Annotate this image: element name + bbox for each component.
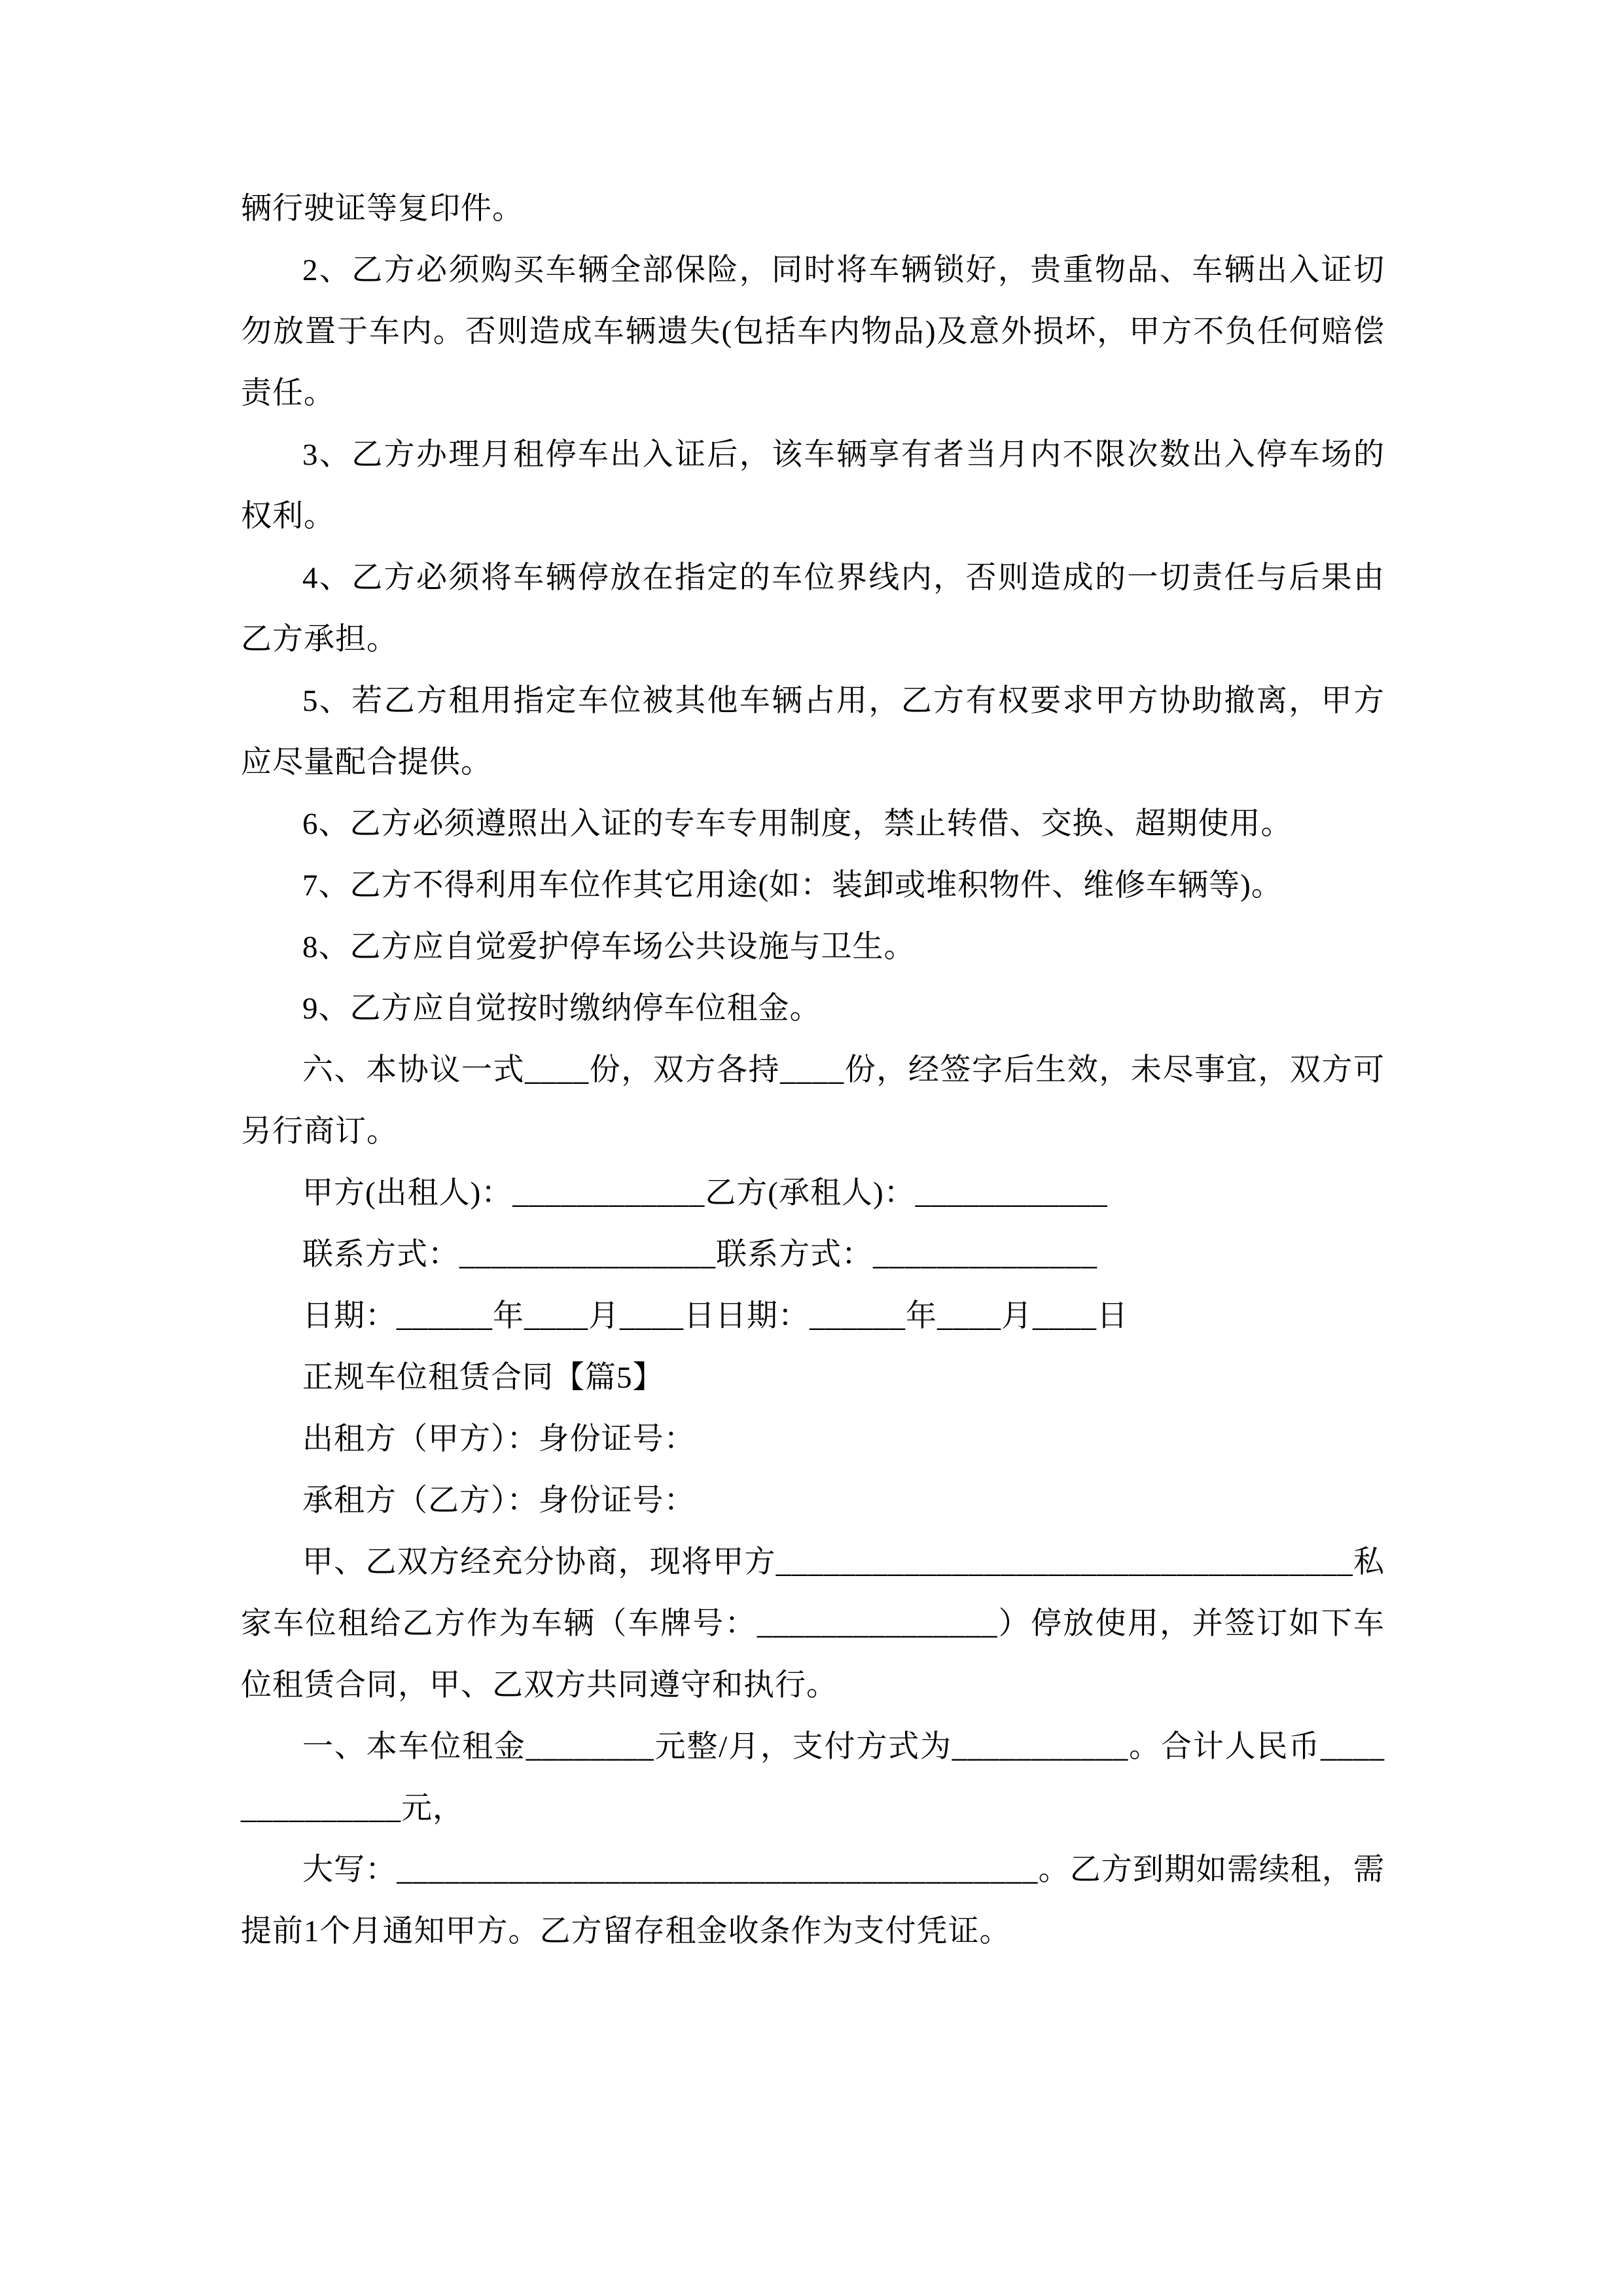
- paragraph: 9、乙方应自觉按时缴纳停车位租金。: [302, 992, 821, 1026]
- paragraph: 甲、乙双方经充分协商，现将甲方____________________________________私家车位租给乙方作为车辆（车牌号：_______________）停放使用，并签订如下车位租赁合同，甲、乙双方共同遵守和执行。: [241, 1545, 1385, 1702]
- paragraph: 日期：______年____月____日日期：______年____月____日: [302, 1299, 1128, 1333]
- paragraph: 大写：________________________________________。乙方到期如需续租，需提前1个月通知甲方。乙方留存租金收条作为支付凭证。: [241, 1853, 1385, 1948]
- paragraph: 6、乙方必须遵照出入证的专车专用制度，禁止转借、交换、超期使用。: [302, 807, 1293, 841]
- paragraph: 甲方(出租人)：____________乙方(承租人)：____________: [302, 1176, 1108, 1210]
- paragraph: 3、乙方办理月租停车出入证后，该车辆享有者当月内不限次数出入停车场的权利。: [241, 438, 1385, 533]
- paragraph: 辆行驶证等复印件。: [241, 192, 524, 226]
- paragraph: 8、乙方应自觉爱护停车场公共设施与卫生。: [302, 930, 916, 964]
- paragraph: 出租方（甲方）：身份证号：: [302, 1422, 696, 1456]
- paragraph: 正规车位租赁合同【篇5】: [302, 1361, 664, 1395]
- paragraph: 2、乙方必须购买车辆全部保险，同时将车辆锁好，贵重物品、车辆出入证切勿放置于车内。否则造成车辆遗失(包括车内物品)及意外损坏，甲方不负任何赔偿责任。: [241, 253, 1385, 410]
- paragraph: 4、乙方必须将车辆停放在指定的车位界线内，否则造成的一切责任与后果由乙方承担。: [241, 561, 1385, 656]
- paragraph: 联系方式：________________联系方式：______________: [302, 1238, 1097, 1272]
- paragraph: 六、本协议一式____份，双方各持____份，经签字后生效，未尽事宜，双方可另行商订。: [241, 1053, 1385, 1149]
- paragraph: 7、乙方不得利用车位作其它用途(如：装卸或堆积物件、维修车辆等)。: [302, 869, 1283, 903]
- paragraph: 一、本车位租金________元整/月，支付方式为___________。合计人民币______________元，: [241, 1730, 1385, 1825]
- paragraph: 5、若乙方租用指定车位被其他车辆占用，乙方有权要求甲方协助撤离，甲方应尽量配合提供。: [241, 684, 1385, 780]
- paragraph: 承租方（乙方）：身份证号：: [302, 1484, 696, 1518]
- document-content: [241, 178, 1385, 1962]
